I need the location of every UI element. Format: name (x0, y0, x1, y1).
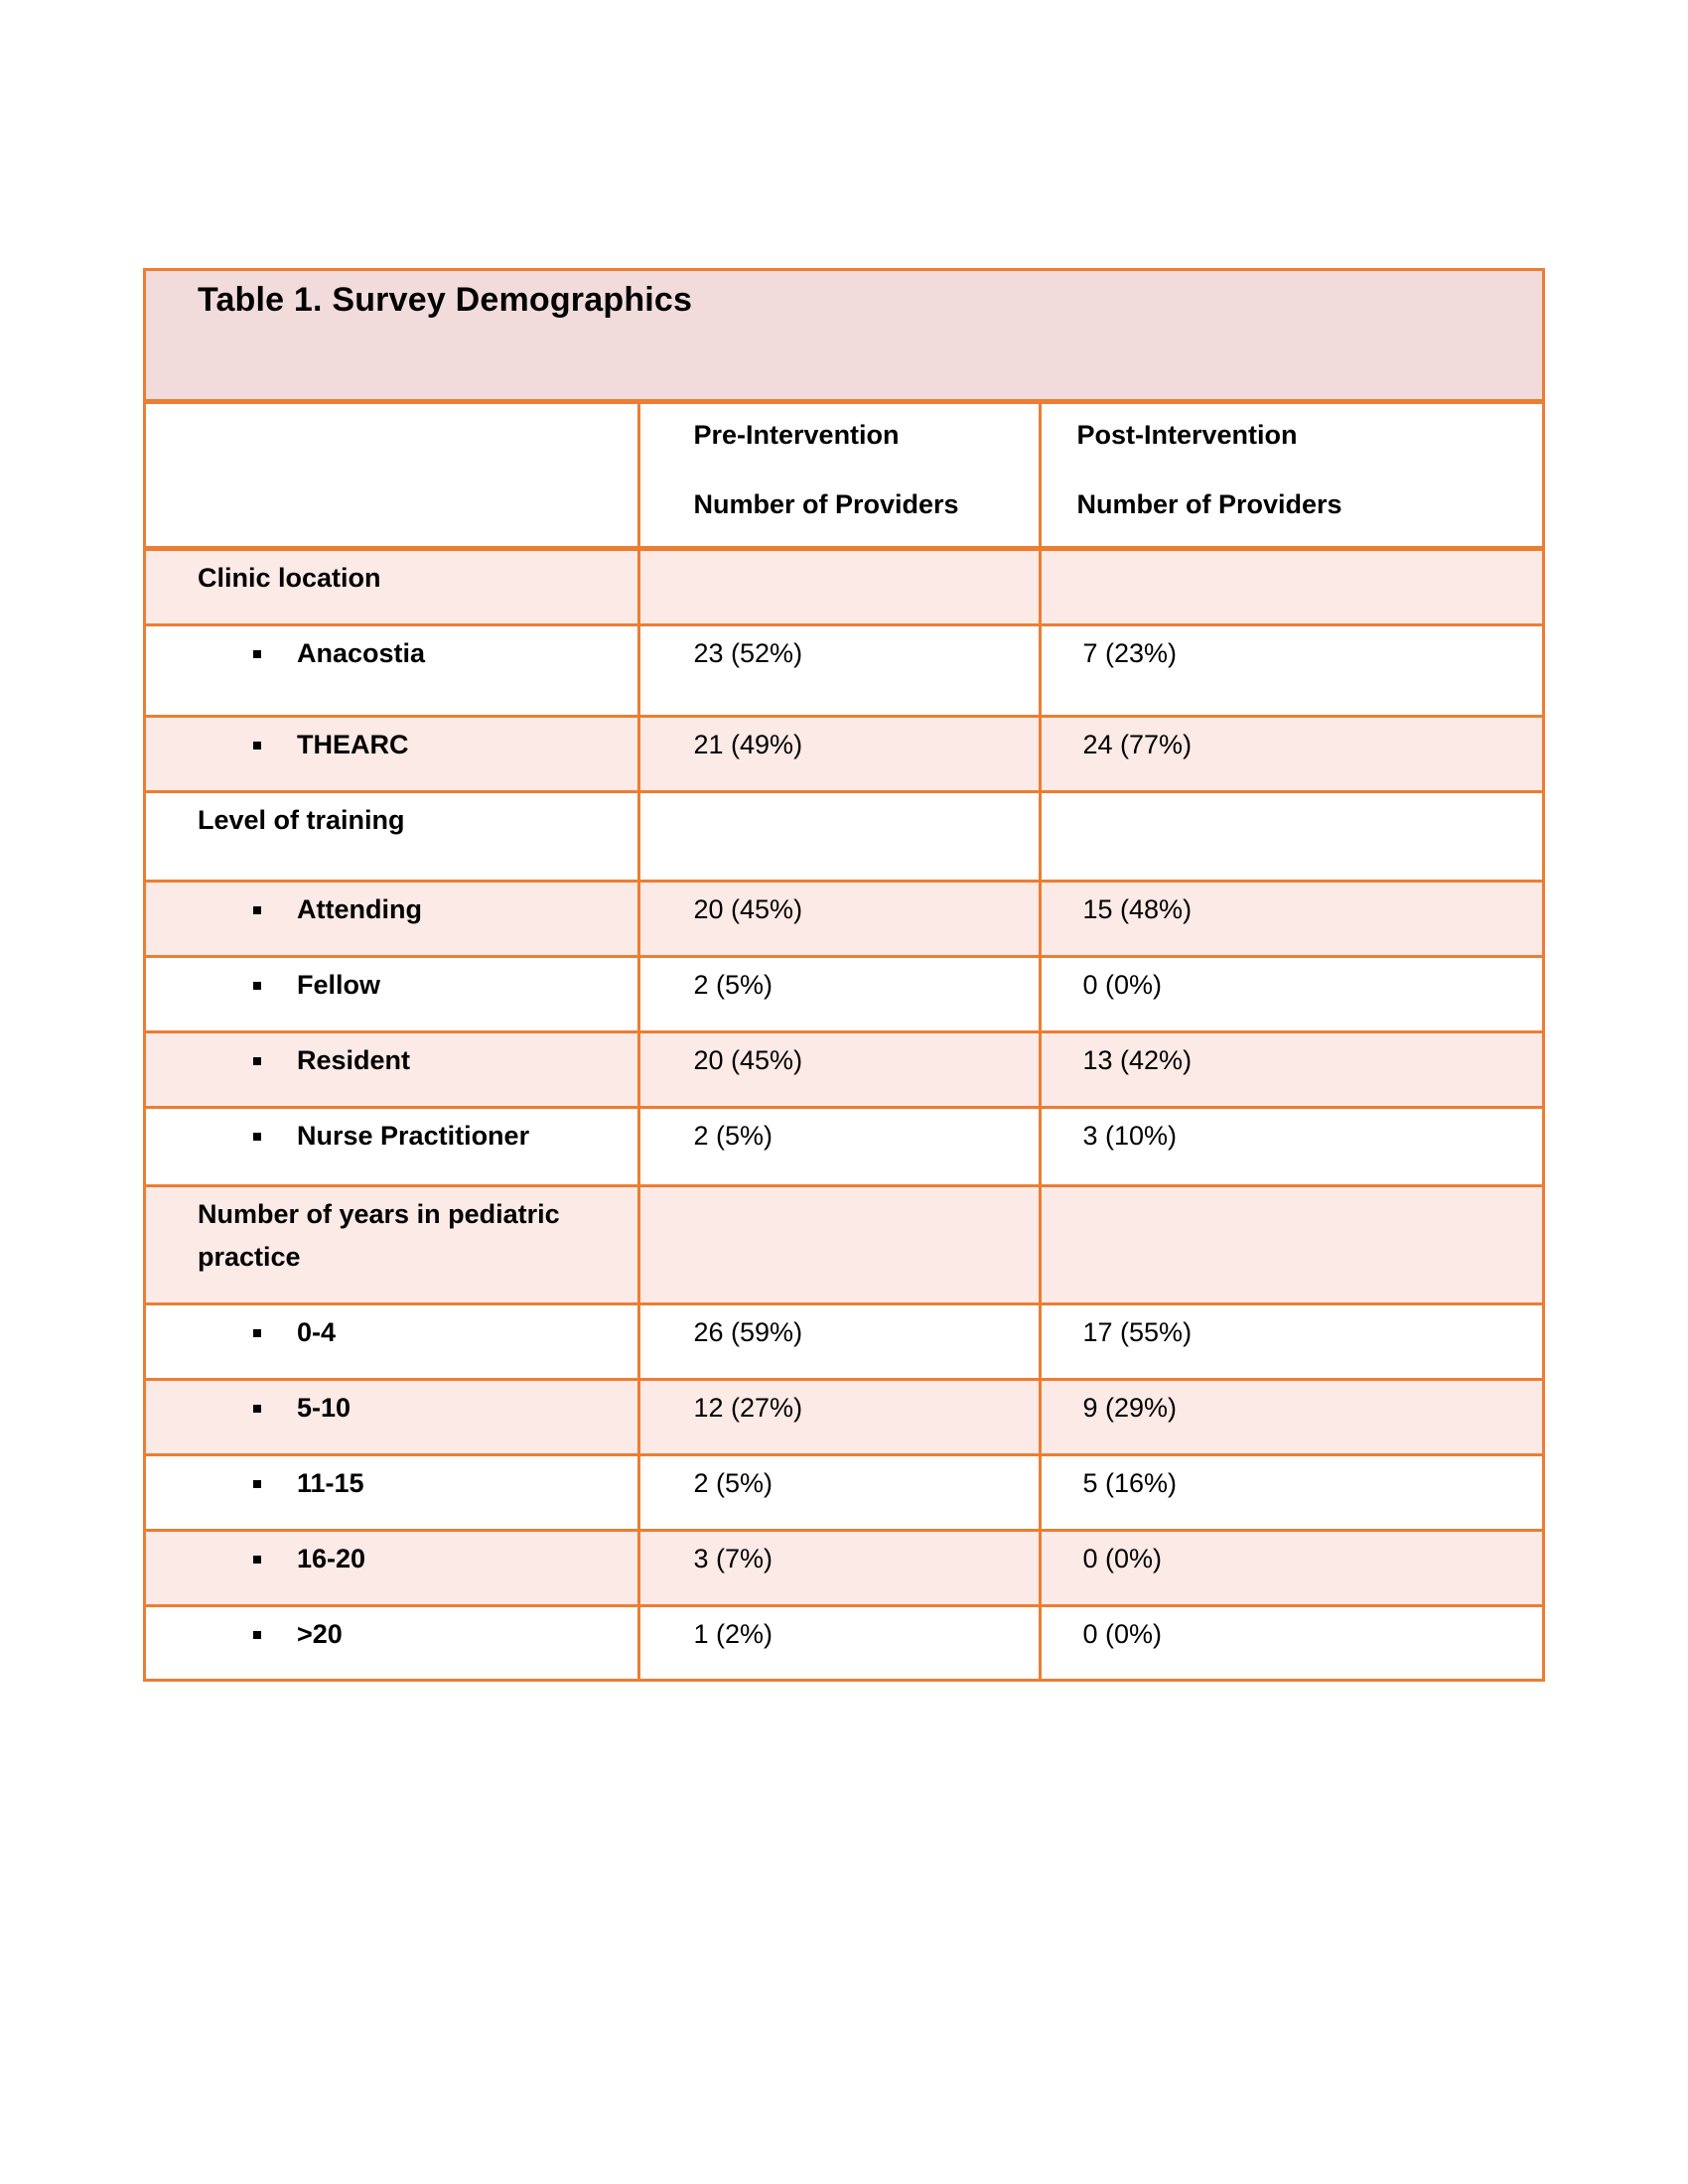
row-label: Nurse Practitioner (297, 1120, 530, 1151)
pre-value: 26 (59%) (693, 1316, 803, 1347)
row-label: Attending (297, 893, 422, 924)
empty-cell (1040, 1185, 1542, 1303)
empty-cell (1040, 791, 1542, 881)
table-row (146, 956, 1542, 1031)
section-label: Clinic location (198, 562, 381, 593)
post-value: 7 (23%) (1082, 637, 1178, 668)
post-value: 15 (48%) (1082, 893, 1193, 924)
pre-value: 2 (5%) (693, 969, 774, 1000)
table-row (146, 1379, 1542, 1454)
bullet-icon (253, 1480, 261, 1488)
table-row (146, 1605, 1542, 1679)
section-row-clinic-location (146, 548, 1542, 624)
pre-value: 20 (45%) (693, 1044, 803, 1075)
bullet-icon (253, 1556, 261, 1564)
bullet-icon (253, 742, 261, 750)
row-label: 11-15 (297, 1467, 364, 1498)
bullet-icon (253, 650, 261, 658)
empty-cell (1040, 548, 1542, 624)
row-label: Fellow (297, 969, 381, 1000)
pre-value: 21 (49%) (693, 729, 803, 759)
post-value: 0 (0%) (1082, 1618, 1163, 1649)
pre-value: 2 (5%) (693, 1120, 774, 1151)
empty-cell (638, 548, 1040, 624)
row-label: Resident (297, 1044, 411, 1075)
post-value: 0 (0%) (1082, 1543, 1163, 1573)
section-row-level-of-training (146, 791, 1542, 881)
bullet-icon (253, 1329, 261, 1337)
row-label: THEARC (297, 729, 409, 759)
table-row (146, 1303, 1542, 1379)
pre-value: 3 (7%) (693, 1543, 774, 1573)
table-row (146, 624, 1542, 716)
table-row (146, 1107, 1542, 1185)
header-pre-line1: Pre-Intervention (693, 420, 900, 450)
header-pre-line2: Number of Providers (693, 489, 959, 519)
pre-value: 12 (27%) (693, 1392, 803, 1423)
row-label: 16-20 (297, 1543, 366, 1573)
table-header-row (146, 404, 1542, 548)
table-title: Table 1. Survey Demographics (198, 281, 693, 319)
header-empty-cell (146, 404, 638, 548)
table-row (146, 1530, 1542, 1605)
header-post-line1: Post-Intervention (1076, 420, 1298, 450)
post-value: 24 (77%) (1082, 729, 1193, 759)
row-label: 0-4 (297, 1316, 337, 1347)
header-post-line2: Number of Providers (1076, 489, 1342, 519)
table-row (146, 716, 1542, 791)
section-row-years-in-practice (146, 1185, 1542, 1303)
table-row (146, 1031, 1542, 1107)
pre-value: 2 (5%) (693, 1467, 774, 1498)
section-label-line1: Number of years in pediatric (198, 1198, 560, 1229)
section-label-cell (146, 548, 638, 624)
bullet-icon (253, 1133, 261, 1141)
empty-cell (638, 791, 1040, 881)
row-label: Anacostia (297, 637, 426, 668)
bullet-icon (253, 982, 261, 990)
table-row (146, 881, 1542, 956)
post-value: 0 (0%) (1082, 969, 1163, 1000)
post-value: 9 (29%) (1082, 1392, 1178, 1423)
header-post-intervention (1040, 404, 1542, 548)
pre-value: 20 (45%) (693, 893, 803, 924)
survey-demographics-table (143, 268, 1545, 1682)
section-label-line2: practice (198, 1241, 301, 1272)
row-label: >20 (297, 1618, 343, 1649)
table-row (146, 1454, 1542, 1530)
post-value: 13 (42%) (1082, 1044, 1193, 1075)
section-label: Level of training (198, 804, 405, 835)
post-value: 5 (16%) (1082, 1467, 1178, 1498)
post-value: 3 (10%) (1082, 1120, 1178, 1151)
bullet-icon (253, 1057, 261, 1065)
bullet-icon (253, 1405, 261, 1413)
post-value: 17 (55%) (1082, 1316, 1193, 1347)
section-label (146, 1187, 637, 1279)
pre-value: 23 (52%) (693, 637, 803, 668)
row-label: 5-10 (297, 1392, 352, 1423)
pre-value: 1 (2%) (693, 1618, 774, 1649)
bullet-icon (253, 1631, 261, 1639)
bullet-icon (253, 906, 261, 914)
table-title-band (146, 271, 1542, 404)
header-pre-intervention (638, 404, 1040, 548)
empty-cell (638, 1185, 1040, 1303)
table-grid (146, 404, 1542, 1679)
